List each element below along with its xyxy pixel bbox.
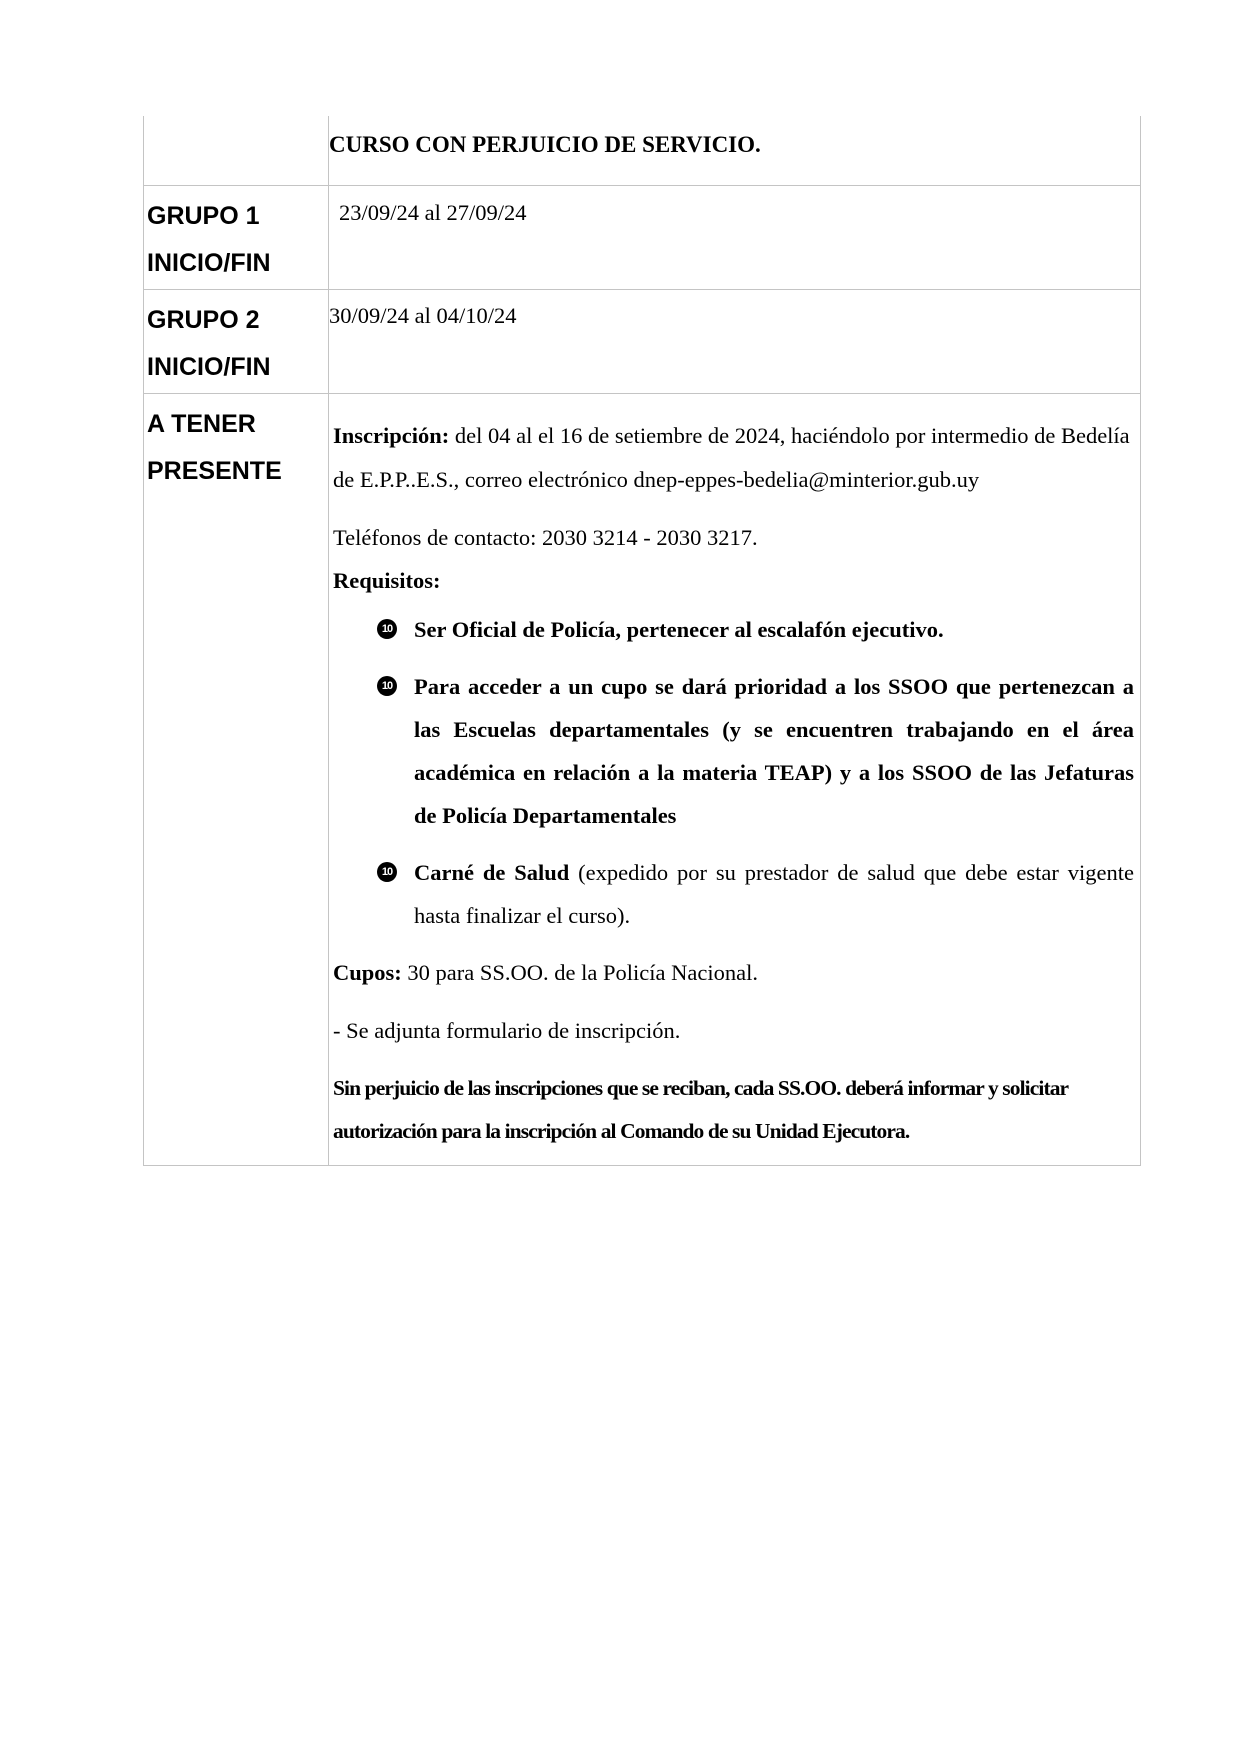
- requisito-bold-text: Para acceder a un cupo se dará prioridad a los SSOO que pertenezcan a las Escuelas departamentales (y se encuentren trabajando en el área académica en relación a la materia TEAP) y a los SSOO de las Jefaturas de Policía Departamentales: [414, 674, 1134, 828]
- list-item: [333, 608, 1134, 651]
- requisito-bold-text: Ser Oficial de Policía, pertenecer al escalafón ejecutivo.: [414, 617, 944, 642]
- group-1-dates-cell: [329, 186, 1141, 290]
- group-1-label: GRUPO 1: [147, 202, 260, 230]
- group-2-label: GRUPO 2: [147, 306, 260, 334]
- notes-sublabel: PRESENTE: [147, 457, 282, 485]
- group-1-sublabel: INICIO/FIN: [147, 249, 271, 277]
- course-title: CURSO CON PERJUICIO DE SERVICIO.: [329, 132, 761, 157]
- list-item: [333, 851, 1134, 937]
- numbered-bullet-icon: 10: [377, 619, 397, 639]
- empty-label-cell: [144, 116, 329, 186]
- requisito-text: (expedido por su prestador de salud que debe estar vigente hasta finalizar el curso).: [414, 860, 1134, 928]
- numbered-bullet-icon: 10: [377, 676, 397, 696]
- course-title-cell: [329, 116, 1141, 186]
- inscripcion-label: Inscripción:: [333, 423, 450, 448]
- notes-label: A TENER: [147, 410, 256, 438]
- group-1-dates: 23/09/24 al 27/09/24: [339, 200, 527, 225]
- cupos-label: Cupos:: [333, 960, 402, 985]
- table-row: [144, 186, 1141, 290]
- numbered-bullet-icon: 10: [377, 862, 397, 882]
- requisitos-list: [333, 608, 1134, 937]
- requisito-bold-text: Carné de Salud: [414, 860, 570, 885]
- table-row: [144, 116, 1141, 186]
- group-2-dates: 30/09/24 al 04/10/24: [329, 303, 517, 328]
- group-2-label-cell: [144, 290, 329, 394]
- requisitos-label: Requisitos:: [333, 568, 441, 593]
- authorization-note: Sin perjuicio de las inscripciones que se reciban, cada SS.OO. deberá informar y solicitar autorización para la inscripción al Comando de su Unidad Ejecutora.: [333, 1076, 1068, 1143]
- inscripcion-text: del 04 al el 16 de setiembre de 2024, haciéndolo por intermedio de Bedelía de E.P.P..E.S., correo electrónico dnep-eppes-bedelia@minterior.gub.uy: [333, 423, 1130, 492]
- cupos-paragraph: [333, 951, 1134, 995]
- group-2-dates-cell: [329, 290, 1141, 394]
- table-row: [144, 394, 1141, 1166]
- table-row: [144, 290, 1141, 394]
- notes-label-cell: [144, 394, 329, 1166]
- notes-content-cell: [329, 394, 1141, 1166]
- list-item: [333, 665, 1134, 837]
- cupos-text: 30 para SS.OO. de la Policía Nacional.: [401, 960, 758, 985]
- group-2-sublabel: INICIO/FIN: [147, 353, 271, 381]
- adjunto-text: - Se adjunta formulario de inscripción.: [333, 1018, 681, 1043]
- course-info-table: [143, 116, 1141, 1166]
- telefonos-text: Teléfonos de contacto: 2030 3214 - 2030 3217.: [333, 525, 758, 550]
- inscripcion-paragraph: [333, 414, 1134, 502]
- group-1-label-cell: [144, 186, 329, 290]
